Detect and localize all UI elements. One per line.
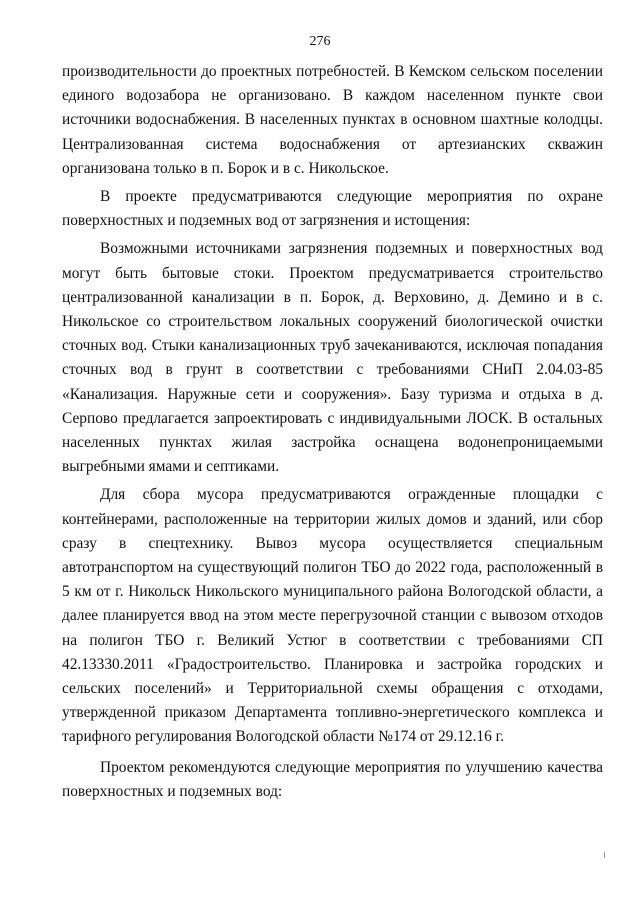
page-number: 276 [309,34,331,49]
paragraph-recommendations: Проектом рекомендуются следующие мероприятия по улучшению качества поверхностных и подземных вод: [62,758,603,800]
paragraph-measures-intro: В проекте предусматриваются следующие мероприятия по охране поверхностных и подземных вод от загрязнения и истощения: [62,188,603,230]
paragraph-waste: Для сбора мусора предусматриваются огражденные площадки с контейнерами, расположенные на территории жилых домов и зданий, или сбор сразу в спецтехнику. Вывоз мусора осуществляется специальным автотранспортом на существующий полигон ТБО до 2022 года, расположенный в 5 км от г. Никольск Никольского муниципального района Вологодской области, а далее планируется ввод на этом месте перегрузочной станции с вывозом отходов на полигон ТБО г. Великий Устюг в соответствии с требованиями СП 42.13330.2011 «Градостроительство. Планировка и застройка городских и сельских поселений» и Территориальной схемы обращения с отходами, утвержденной приказом Департамента топливно-энергетического комплекса и тарифного регулирования Вологодской области №174 от 29.12.16 г. [62,486,603,746]
paragraph-sewage: Возможными источниками загрязнения подземных и поверхностных вод могут быть бытовые стоки. Проектом предусматривается строительство централизованной канализации в п. Борок, д. Верховино, д. Демино и в с. Никольское со строительством локальных сооружений биологической очистки сточных вод. Стыки канализационных труб зачеканиваются, исключая попадания сточных вод в грунт в соответствии с требованиями СНиП 2.04.03-85 «Канализация. Наружные сети и сооружения». Базу туризма и отдыха в д. Серпово предлагается запроектировать с индивидуальными ЛОСК. В остальных населенных пунктах жилая застройка оснащена водонепроницаемыми выгребными ямами и септиками. [62,240,603,476]
body-text [62,60,603,804]
paragraph-water-supply: производительности до проектных потребностей. В Кемском сельском поселении единого водозабора не организовано. В каждом населенном пункте свои источники водоснабжения. В населенных пунктах в основном шахтные колодцы. Централизованная система водоснабжения от артезианских скважин организована только в п. Борок и в с. Никольское. [62,63,603,177]
scan-mark [604,852,605,858]
